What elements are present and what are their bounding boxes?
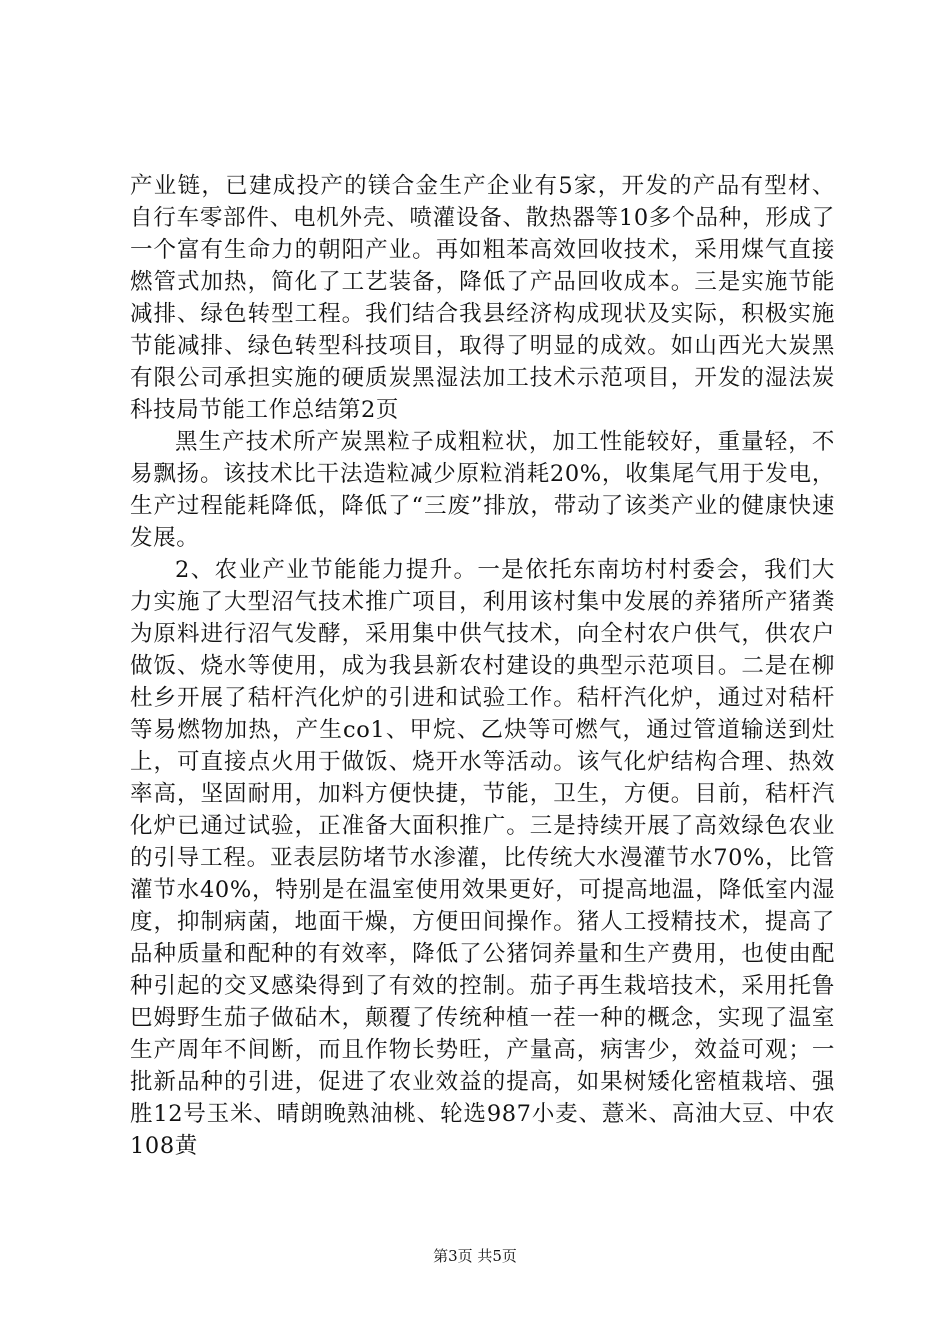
body-paragraph: 黑生产技术所产炭黑粒子成粗粒状，加工性能较好，重量轻，不易飘扬。该技术比干法造粒减少原粒消耗20%，收集尾气用于发电，生产过程能耗降低，降低了“三废”排放，带动了该类产业的健康快速发展。 — [130, 429, 835, 551]
document-body — [130, 170, 835, 1162]
page-footer: 第3页 共5页 — [433, 1247, 517, 1265]
body-paragraph: 产业链，已建成投产的镁合金生产企业有5家，开发的产品有型材、自行车零部件、电机外壳、喷灌设备、散热器等10多个品种，形成了一个富有生命力的朝阳产业。再如粗苯高效回收技术，采用煤气直接燃管式加热，简化了工艺装备，降低了产品回收成本。三是实施节能减排、绿色转型工程。我们结合我县经济构成现状及实际，积极实施节能减排、绿色转型科技项目，取得了明显的成效。如山西光大炭黑有限公司承担实施的硬质炭黑湿法加工技术示范项目，开发的湿法炭科技局节能工作总结第2页 — [130, 173, 835, 423]
body-paragraph: 2、农业产业节能能力提升。一是依托东南坊村村委会，我们大力实施了大型沼气技术推广项目，利用该村集中发展的养猪所产猪粪为原料进行沼气发酵，采用集中供气技术，向全村农户供气，供农户做饭、烧水等使用，成为我县新农村建设的典型示范项目。二是在柳杜乡开展了秸杆汽化炉的引进和试验工作。秸杆汽化炉，通过对秸杆等易燃物加热，产生co1、甲烷、乙炔等可燃气，通过管道输送到灶上，可直接点火用于做饭、烧开水等活动。该气化炉结构合理、热效率高，坚固耐用，加料方便快捷，节能，卫生，方便。目前，秸杆汽化炉已通过试验，正准备大面积推广。三是持续开展了高效绿色农业的引导工程。亚表层防堵节水渗灌，比传统大水漫灌节水70%，比管灌节水40%，特别是在温室使用效果更好，可提高地温，降低室内湿度，抑制病菌，地面干燥，方便田间操作。猪人工授精技术，提高了品种质量和配种的有效率，降低了公猪饲养量和生产费用，也使由配种引起的交叉感染得到了有效的控制。茄子再生栽培技术，采用托鲁巴姆野生茄子做砧木，颠覆了传统种植一茬一种的概念，实现了温室生产周年不间断，而且作物长势旺，产量高，病害少，效益可观；一批新品种的引进，促进了农业效益的提高，如果树矮化密植栽培、强胜12号玉米、晴朗晚熟油桃、轮选987小麦、薏米、高油大豆、中农108黄 — [130, 557, 835, 1159]
